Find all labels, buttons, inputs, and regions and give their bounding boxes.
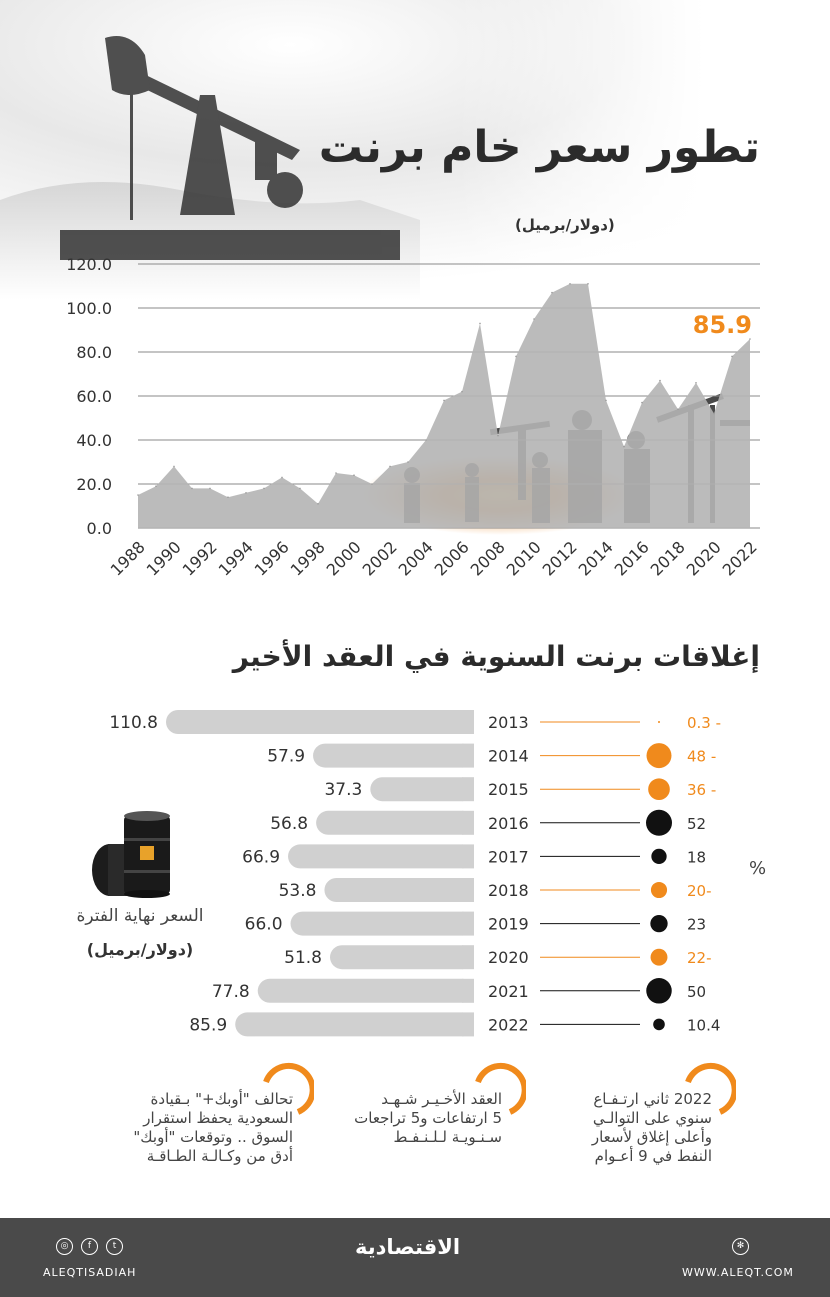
x-tick-label: 2020: [682, 537, 725, 580]
close-bar: [324, 878, 474, 902]
price-point: [263, 488, 265, 490]
year-label: 2021: [488, 981, 529, 1001]
price-point: [155, 485, 157, 487]
close-value-label: 57.9: [267, 746, 306, 767]
y-tick-label: 80.0: [76, 343, 112, 362]
footer: [0, 1218, 830, 1297]
y-tick-label: 120.0: [66, 255, 112, 274]
price-point: [245, 492, 247, 494]
close-bar-end: [462, 912, 474, 936]
oil-barrel-icon: [88, 808, 183, 900]
x-tick-label: 1998: [286, 537, 329, 580]
note-2: [302, 1090, 502, 1147]
annual-closes-title: إغلاقات برنت السنوية في العقد الأخير: [232, 640, 760, 673]
price-point: [425, 439, 427, 441]
x-tick-label: 1988: [106, 537, 149, 580]
percent-symbol: %: [749, 858, 767, 879]
year-label: 2017: [488, 847, 529, 867]
price-point: [461, 391, 463, 393]
price-point: [533, 318, 535, 320]
note-3: [93, 1090, 293, 1166]
close-bar: [316, 811, 474, 835]
price-point: [371, 483, 373, 485]
price-point: [137, 494, 139, 496]
price-point: [479, 323, 481, 325]
y-axis-ticks: [66, 255, 112, 538]
percent-change-label: 0.3 -: [687, 714, 722, 732]
percent-change-bubble: [651, 882, 667, 898]
x-tick-label: 1992: [178, 537, 221, 580]
note-1-line: 2022 ثاني ارتـفـاع: [593, 1090, 712, 1108]
close-bar: [258, 979, 474, 1003]
note-3-line: أدق من وكـالـة الطـاقـة: [146, 1147, 293, 1165]
price-point: [731, 356, 733, 358]
note-3-line: السوق .. وتوقعات "أوبك": [133, 1128, 293, 1146]
close-bar: [288, 844, 474, 868]
price-point: [209, 488, 211, 490]
year-label: 2014: [488, 746, 529, 766]
percent-change-bubble: [658, 721, 660, 723]
price-point: [569, 283, 571, 285]
price-area-shape: [138, 284, 750, 528]
percent-change-label: 36 -: [687, 781, 717, 800]
percent-change-bubble: [651, 949, 668, 966]
year-label: 2013: [488, 713, 529, 732]
x-tick-label: 2006: [430, 537, 473, 580]
price-point: [623, 446, 625, 448]
percent-change-label: 50: [687, 982, 707, 1001]
price-point: [605, 400, 607, 402]
year-label: 2015: [488, 780, 529, 800]
price-point: [353, 474, 355, 476]
percent-change-label: 18: [687, 848, 707, 867]
price-point: [677, 408, 679, 410]
percent-change-label: 22-: [687, 949, 712, 968]
instagram-icon[interactable]: ◎: [56, 1238, 73, 1255]
x-tick-label: 2004: [394, 537, 437, 580]
y-tick-label: 20.0: [76, 475, 112, 494]
close-bar: [235, 1012, 474, 1036]
latest-price-label: 85.9: [692, 311, 752, 339]
price-point: [281, 477, 283, 479]
close-value-label: 66.0: [244, 914, 283, 935]
price-point: [515, 356, 517, 358]
x-tick-label: 2000: [322, 537, 365, 580]
x-tick-label: 1994: [214, 537, 257, 580]
close-bar: [370, 777, 474, 801]
price-point: [191, 488, 193, 490]
price-point: [173, 466, 175, 468]
legend-unit: (دولار/برميل): [86, 940, 194, 959]
note-1-line: وأعلى إغلاق لأسعار: [591, 1128, 712, 1146]
x-tick-label: 2012: [538, 537, 581, 580]
close-value-label: 51.8: [284, 948, 323, 969]
note-3-line: تحالف "أوبك+" بـقيادة: [150, 1090, 293, 1108]
page-title: تطور سعر خام برنت: [318, 122, 760, 173]
year-label: 2019: [488, 914, 529, 934]
legend-label: السعر نهاية الفترة: [76, 906, 204, 926]
price-point: [443, 400, 445, 402]
note-2-line: العقد الأخـيـر شـهـد: [381, 1090, 502, 1108]
close-value-label: 56.8: [270, 813, 309, 834]
close-bar: [291, 912, 474, 936]
note-1-line: سنوي على التوالـي: [592, 1109, 712, 1127]
x-tick-label: 2016: [610, 537, 653, 580]
close-bar-end: [462, 744, 474, 768]
percent-change-bubble: [646, 978, 672, 1004]
close-bar: [166, 710, 474, 734]
close-bar-end: [462, 1012, 474, 1036]
close-bar: [330, 945, 474, 969]
x-tick-label: 2022: [718, 537, 761, 580]
y-tick-label: 60.0: [76, 387, 112, 406]
brent-price-area-chart: [0, 250, 830, 590]
close-bar-end: [462, 844, 474, 868]
social-handle[interactable]: ALEQTISADIAH: [43, 1266, 137, 1279]
price-point: [407, 461, 409, 463]
close-value-label: 53.8: [278, 881, 317, 901]
x-tick-label: 1990: [142, 537, 185, 580]
close-bar-end: [462, 777, 474, 801]
percent-change-bubble: [648, 778, 670, 800]
note-3-line: السعودية يحفظ استقرار: [143, 1109, 293, 1127]
price-point: [695, 382, 697, 384]
percent-change-bubble: [651, 849, 666, 864]
price-point: [641, 402, 643, 404]
close-bar-end: [462, 811, 474, 835]
price-point: [335, 472, 337, 474]
close-value-label: 85.9: [189, 1015, 228, 1036]
price-area: [137, 283, 751, 528]
x-tick-label: 2018: [646, 537, 689, 580]
year-label: 2020: [488, 948, 529, 968]
year-label: 2022: [488, 1015, 529, 1035]
x-tick-label: 2008: [466, 537, 509, 580]
price-point: [317, 503, 319, 505]
price-point: [497, 435, 499, 437]
percent-change-bubble: [650, 915, 667, 932]
brand-logo[interactable]: الاقتصادية: [355, 1235, 461, 1259]
price-point: [389, 466, 391, 468]
x-tick-label: 2014: [574, 537, 617, 580]
price-point: [227, 496, 229, 498]
close-value-label: 110.8: [109, 713, 158, 733]
year-label: 2016: [488, 813, 529, 833]
percent-change-label: 52: [687, 814, 707, 833]
website-link[interactable]: WWW.ALEQT.COM: [682, 1266, 794, 1279]
close-value-label: 77.8: [211, 981, 250, 1002]
x-tick-label: 1996: [250, 537, 293, 580]
y-tick-label: 40.0: [76, 431, 112, 450]
x-axis-ticks: [107, 537, 761, 579]
x-tick-label: 2010: [502, 537, 545, 580]
price-point: [587, 283, 589, 285]
close-bar-end: [462, 878, 474, 902]
globe-icon[interactable]: ✻: [732, 1238, 749, 1255]
note-1-line: النفط في 9 أعـوام: [594, 1147, 712, 1165]
price-point: [551, 292, 553, 294]
percent-change-bubble: [647, 743, 672, 768]
y-tick-label: 100.0: [66, 299, 112, 318]
note-2-line: سـنـويـة لـلـنـفـط: [393, 1128, 502, 1146]
note-1: [512, 1090, 712, 1166]
percent-change-label: 10.4: [687, 1016, 721, 1035]
price-point: [713, 413, 715, 415]
y-tick-label: 0.0: [86, 519, 112, 538]
close-value-label: 66.9: [242, 847, 281, 868]
twitter-icon[interactable]: t: [106, 1238, 123, 1255]
percent-change-bubble: [653, 1019, 665, 1031]
percent-change-label: 48 -: [687, 747, 717, 766]
percent-change-label: 20-: [687, 882, 712, 900]
x-tick-label: 2002: [358, 537, 401, 580]
unit-label: (دولار/برميل): [515, 216, 615, 234]
close-bar-end: [462, 945, 474, 969]
close-value-label: 37.3: [324, 780, 363, 801]
price-point: [659, 380, 661, 382]
close-bar: [313, 744, 474, 768]
note-2-line: 5 ارتفاعات و5 تراجعات: [354, 1109, 502, 1127]
close-bar-end: [462, 979, 474, 1003]
percent-change-label: 23: [687, 915, 707, 934]
year-label: 2018: [488, 881, 529, 900]
close-bar-end: [462, 710, 474, 734]
facebook-icon[interactable]: f: [81, 1238, 98, 1255]
price-point: [299, 488, 301, 490]
percent-change-bubble: [646, 810, 672, 836]
